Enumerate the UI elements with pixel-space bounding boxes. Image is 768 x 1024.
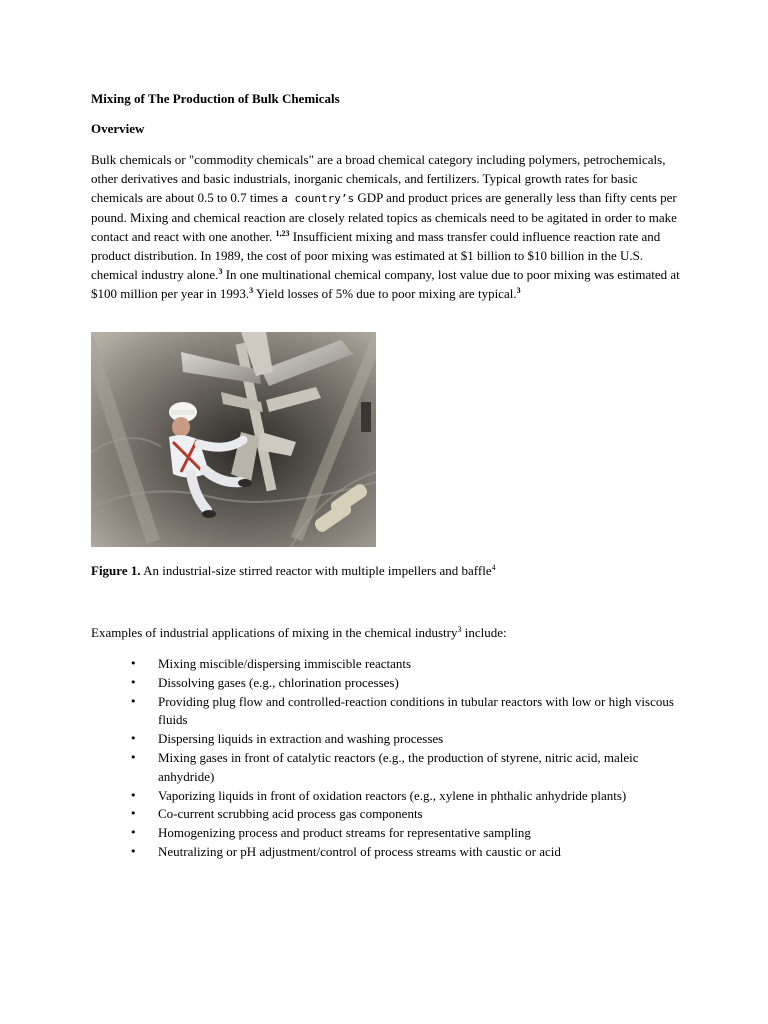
- list-item-text: Neutralizing or pH adjustment/control of process streams with caustic or acid: [158, 843, 561, 859]
- list-item-text: Vaporizing liquids in front of oxidation reactors (e.g., xylene in phthalic anhydride plants): [158, 787, 627, 803]
- list-item: [130, 674, 690, 693]
- section-heading: Overview: [91, 121, 145, 136]
- reactor-photo-illustration: [91, 332, 376, 547]
- citation-ref: 1,23: [275, 229, 290, 238]
- list-item: [130, 749, 690, 787]
- intro-text-mono: a country’s: [281, 192, 355, 205]
- reactor-photo: [91, 332, 376, 547]
- list-item: [130, 787, 690, 806]
- examples-lead: [91, 625, 507, 641]
- bullet-icon: •: [130, 675, 137, 689]
- list-item: [130, 693, 690, 731]
- citation-ref: 3: [249, 286, 254, 295]
- list-item-text: Providing plug flow and controlled-reaction conditions in tubular reactors with low or high viscous fluids: [158, 693, 674, 728]
- bullet-icon: •: [130, 732, 137, 746]
- bullet-icon: •: [130, 826, 137, 840]
- list-item: [130, 843, 690, 862]
- intro-text-4: In one multinational chemical company, lost value due to poor mixing was estimated at $100 million per year in 1993.: [91, 267, 680, 301]
- figure-caption: [91, 563, 496, 579]
- citation-ref: 3: [516, 286, 521, 295]
- figure-caption-label: Figure 1.: [91, 563, 141, 578]
- bullet-icon: •: [130, 750, 137, 764]
- list-item-text: Homogenizing process and product streams for representative sampling: [158, 825, 531, 841]
- intro-text-2: GDP and product prices are generally less than fifty cents per pound. Mixing and chemical reaction are closely related topics as chemicals need to be agitated in order to make contact and react with one another.: [91, 190, 677, 244]
- list-item: [130, 730, 690, 749]
- bullet-icon: •: [130, 844, 137, 858]
- bullet-icon: •: [130, 657, 137, 670]
- intro-paragraph: [91, 150, 685, 303]
- bullet-icon: •: [130, 788, 137, 802]
- list-item-text: Mixing miscible/dispersing immiscible reactants: [158, 656, 412, 671]
- list-item-text: Dissolving gases (e.g., chlorination processes): [158, 674, 399, 690]
- examples-lead-tail: include:: [461, 625, 507, 640]
- list-item: [130, 805, 690, 824]
- list-item-text: Dispersing liquids in extraction and washing processes: [158, 731, 444, 747]
- intro-text-3: Insufficient mixing and mass transfer could influence reaction rate and product distribution. In 1989, the cost of poor mixing was estimated at $1 billion to $10 billion in the U.S. chemical industry alone.: [91, 229, 661, 282]
- intro-text-5: Yield losses of 5% due to poor mixing are typical.: [253, 286, 517, 301]
- figure-caption-text: An industrial-size stirred reactor with multiple impellers and baffle: [140, 563, 492, 578]
- list-item: [130, 824, 690, 843]
- citation-ref: 3: [218, 267, 223, 276]
- list-item-text: Mixing gases in front of catalytic reactors (e.g., the production of styrene, nitric acid, maleic anhydride): [158, 749, 639, 784]
- bullet-icon: •: [130, 694, 137, 708]
- examples-lead-text: Examples of industrial applications of mixing in the chemical industry: [91, 625, 458, 640]
- applications-list: [130, 655, 690, 862]
- list-item: [130, 655, 690, 674]
- document-title: Mixing of The Production of Bulk Chemicals: [91, 91, 340, 106]
- citation-ref: 3: [457, 625, 462, 634]
- list-item-text: Co-current scrubbing acid process gas components: [158, 806, 423, 822]
- intro-text-1: Bulk chemicals or "commodity chemicals" are a broad chemical category including polymers, petrochemicals, other derivatives and basic industrials, inorganic chemicals, and fertilizers. Typical growth rates for basic chemicals are about 0.5 to 0.7 times: [91, 152, 666, 205]
- citation-ref: 4: [491, 563, 496, 572]
- bullet-icon: •: [130, 807, 137, 821]
